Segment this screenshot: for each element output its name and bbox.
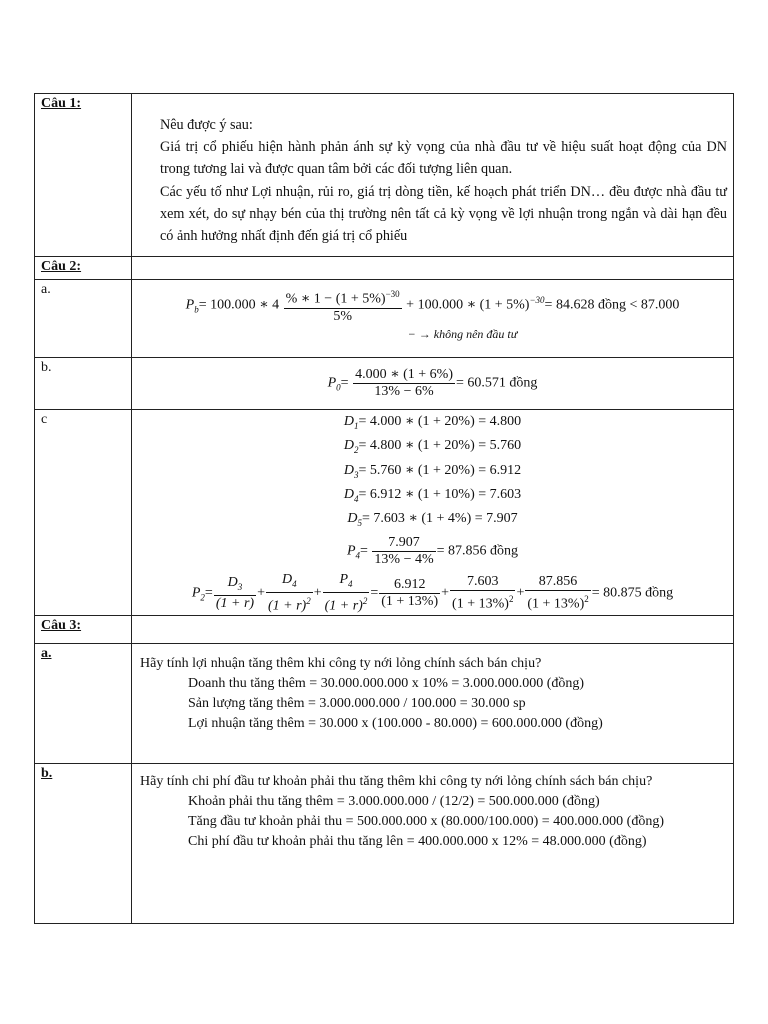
- q2b-frac-num: 4.000 ∗ (1 + 6%): [355, 367, 453, 382]
- q3b-question: Hãy tính chi phí đầu tư khoản phải thu tăng thêm khi công ty nới lỏng chính sách bán chịu?: [140, 773, 653, 789]
- q2c-label: c: [41, 412, 48, 427]
- p2-num-sub: 4: [348, 579, 353, 590]
- p2-frac-den: [214, 596, 256, 612]
- q2b-label: b.: [41, 360, 52, 375]
- p4-formula: $P_4=$ $\frac{7.907}{13\% - 4\%}$ = 87.856 đồng: [346, 535, 519, 568]
- q2-empty-cell: [132, 257, 734, 280]
- d-line: [132, 485, 733, 509]
- p2-fraction: [266, 572, 313, 614]
- p2-den-text: (1 + r): [267, 598, 307, 614]
- q2-label: Câu 2:: [41, 259, 82, 274]
- p2-den-text: (1 + 13%): [452, 597, 509, 613]
- p2-num-sub: 4: [292, 579, 297, 590]
- q1-intro: Nêu được ý sau:: [160, 117, 253, 133]
- p2-var: P: [191, 585, 201, 601]
- q2b-row: [35, 358, 734, 410]
- p2-frac-num: [525, 574, 590, 591]
- p2-frac-den: [525, 591, 590, 613]
- p2-frac-den: [323, 593, 370, 615]
- q3b-label: b.: [41, 765, 53, 781]
- q1-row: [35, 94, 734, 257]
- q3b-content: [132, 763, 734, 923]
- q2a-formula: [132, 286, 733, 325]
- q1-para2: Các yếu tố như Lợi nhuận, rủi ro, giá trị dòng tiền, kế hoạch phát triển DN… đều được nhà đầu tư xem xét, do sự nhạy bén của thị trường nên tất cả kỳ vọng về lợi nhuận trong ngắn và dài hạn đều có ảnh hưởng nhất định đến giá trị cổ phiếu: [160, 183, 727, 245]
- p4-fraction: [372, 535, 435, 568]
- q2a-row: [35, 280, 734, 358]
- q2a-frac-num-text: % ∗ 1 − (1 + 5%): [285, 291, 386, 307]
- q2b-label-cell: [35, 358, 132, 410]
- q2a-fraction: [284, 286, 402, 325]
- p4-den: 13% − 4%: [374, 552, 434, 568]
- p2-op: =: [370, 585, 379, 601]
- calc-line: Khoản phải thu tăng thêm = 3.000.000.000 / (12/2) = 500.000.000 (đồng): [188, 793, 600, 809]
- d-var: D: [343, 438, 354, 454]
- p2-frac-num: [323, 572, 370, 593]
- p2-op: +: [313, 585, 322, 601]
- p2-frac-den: [266, 593, 313, 615]
- q2c-formula-cell: [132, 410, 734, 616]
- d-expr: = 4.000 ∗ (1 + 20%) = 4.800: [358, 414, 522, 429]
- q2b-fraction: [353, 367, 455, 400]
- calc-line: Chi phí đầu tư khoản phải thu tăng lên = 400.000.000 x 12% = 48.000.000 (đồng): [188, 833, 647, 849]
- p2-den-sup: 2: [362, 596, 368, 607]
- calc-line: Tăng đầu tư khoản phải thu = 500.000.000 x (80.000/100.000) = 400.000.000 (đồng): [188, 813, 664, 829]
- p2-den-sup: 2: [584, 594, 589, 605]
- q2-row: [35, 257, 734, 280]
- d-var: D: [343, 486, 354, 502]
- q2a-label: a.: [41, 282, 51, 297]
- q2a-frac-num-sup: −30: [385, 289, 400, 299]
- p2-frac-den: [450, 591, 515, 613]
- p2-den-text: (1 + 13%): [381, 594, 439, 610]
- p2-op: +: [516, 585, 525, 601]
- d-sub: 1: [353, 420, 359, 431]
- d-sub: 3: [353, 469, 359, 480]
- d-line: [132, 509, 733, 533]
- d-expr: = 7.603 ∗ (1 + 4%) = 7.907: [361, 511, 518, 527]
- p2-num-sub: 3: [237, 582, 243, 593]
- q2b-formula-cell: $P_0=$ $\frac{4.000 ∗ (1 + 6\%)}{13\% - 6\%}$ = 60.571 đồng: [132, 358, 734, 410]
- p2-op: =: [204, 585, 213, 601]
- d-sub: 5: [357, 517, 362, 528]
- p2-op: +: [441, 585, 450, 601]
- q3-label: Câu 3:: [41, 617, 82, 633]
- d-var: D: [343, 462, 354, 478]
- q2b-frac-den: 13% − 6%: [374, 384, 434, 399]
- q3a-content: [132, 643, 734, 763]
- p2-num-var: D: [282, 572, 293, 588]
- q2a-formula-cell: [132, 280, 734, 358]
- q3a-lines: [140, 674, 727, 734]
- p2-formula: [132, 572, 733, 614]
- q2b-lhs-sub: 0: [336, 382, 341, 393]
- q3b-lines: [140, 792, 725, 852]
- d-line: [132, 461, 733, 485]
- q3a-question: Hãy tính lợi nhuận tăng thêm khi công ty nới lỏng chính sách bán chịu?: [140, 655, 542, 671]
- answer-table: [34, 93, 734, 924]
- p2-den-sup: 2: [508, 594, 514, 605]
- q2b-result: = 60.571 đồng: [455, 375, 538, 391]
- q2a-pre: = 100.000 ∗ 4: [198, 297, 280, 313]
- d-sub: 4: [353, 493, 359, 504]
- q1-label-cell: [35, 94, 132, 257]
- q3b-row: [35, 763, 734, 923]
- p2-frac-num: [450, 574, 515, 591]
- q3a-label-cell: [35, 643, 132, 763]
- p2-fraction: [450, 574, 515, 613]
- p2-sub: 2: [200, 592, 205, 603]
- q3a-label: a.: [41, 645, 52, 661]
- d-expr: = 6.912 ∗ (1 + 10%) = 7.603: [358, 486, 522, 502]
- q3-empty-cell: [132, 615, 734, 643]
- q1-para1: Giá trị cổ phiếu hiện hành phản ánh sự kỳ vọng của nhà đầu tư về hiệu suất hoạt động của DN trong tương lai và được quan tâm bởi các đối tượng liên quan.: [160, 139, 727, 178]
- p2-den-text: (1 + r): [215, 596, 255, 612]
- p2-frac-num: [379, 577, 440, 594]
- calc-line: Doanh thu tăng thêm = 30.000.000.000 x 10% = 3.000.000.000 (đồng): [188, 675, 585, 691]
- q2a-lhs: P: [185, 297, 195, 313]
- p2-op: +: [257, 585, 265, 601]
- d-var: D: [343, 414, 354, 429]
- d-expr: = 4.800 ∗ (1 + 20%) = 5.760: [358, 438, 522, 454]
- p4-num: 7.907: [372, 535, 435, 552]
- q3-row: [35, 615, 734, 643]
- q2a-result: = 84.628 đồng < 87.000: [544, 297, 680, 313]
- p2-den-text: (1 + 13%): [527, 597, 585, 613]
- p2-den-text: (1 + r): [324, 598, 363, 614]
- q3b-label-cell: [35, 763, 132, 923]
- p2-result: = 80.875 đồng: [591, 585, 674, 601]
- q2a-note: − → không nên đầu tư: [407, 326, 518, 341]
- p2-frac-num: [214, 575, 256, 596]
- p2-frac-den: [379, 594, 440, 610]
- q2c-row: [35, 410, 734, 616]
- p2-fraction: [525, 574, 590, 613]
- q2c-label-cell: [35, 410, 132, 616]
- q2a-lhs-sub: b: [194, 304, 199, 315]
- q3-label-cell: [35, 615, 132, 643]
- p2-num-value: 87.856: [538, 574, 578, 590]
- d-line: [132, 412, 733, 436]
- q2a-frac-den: 5%: [333, 308, 352, 324]
- d-sub: 2: [353, 445, 359, 456]
- p2-num-var: D: [227, 575, 238, 591]
- d-var: D: [347, 511, 358, 527]
- q2a-post-sup: −30: [529, 294, 545, 305]
- q2-label-cell: [35, 257, 132, 280]
- calc-line: Lợi nhuận tăng thêm = 30.000 x (100.000 - 80.000) = 600.000.000 (đồng): [188, 715, 603, 731]
- q2b-lhs: P: [327, 375, 337, 391]
- p2-fraction: [323, 572, 370, 614]
- q2a-frac-num: [284, 286, 402, 309]
- p2-fraction: [379, 577, 440, 610]
- d-expr: = 5.760 ∗ (1 + 20%) = 6.912: [358, 462, 522, 478]
- q1-label: Câu 1:: [41, 96, 82, 111]
- q2a-post: + 100.000 ∗ (1 + 5%): [406, 297, 530, 313]
- p2-num-value: 6.912: [393, 577, 426, 593]
- p2-fraction: [214, 575, 256, 612]
- q2a-label-cell: [35, 280, 132, 358]
- calc-line: Sản lượng tăng thêm = 3.000.000.000 / 100.000 = 30.000 sp: [188, 695, 526, 711]
- p4-result: = 87.856 đồng: [436, 544, 519, 560]
- p2-frac-num: [266, 572, 313, 593]
- q1-content: [132, 94, 734, 257]
- p2-num-var: P: [339, 572, 348, 588]
- p2-num-value: 7.603: [466, 574, 499, 590]
- p2-den-sup: 2: [306, 596, 311, 607]
- d-line: [132, 436, 733, 460]
- q3a-row: [35, 643, 734, 763]
- d-lines: [132, 412, 733, 533]
